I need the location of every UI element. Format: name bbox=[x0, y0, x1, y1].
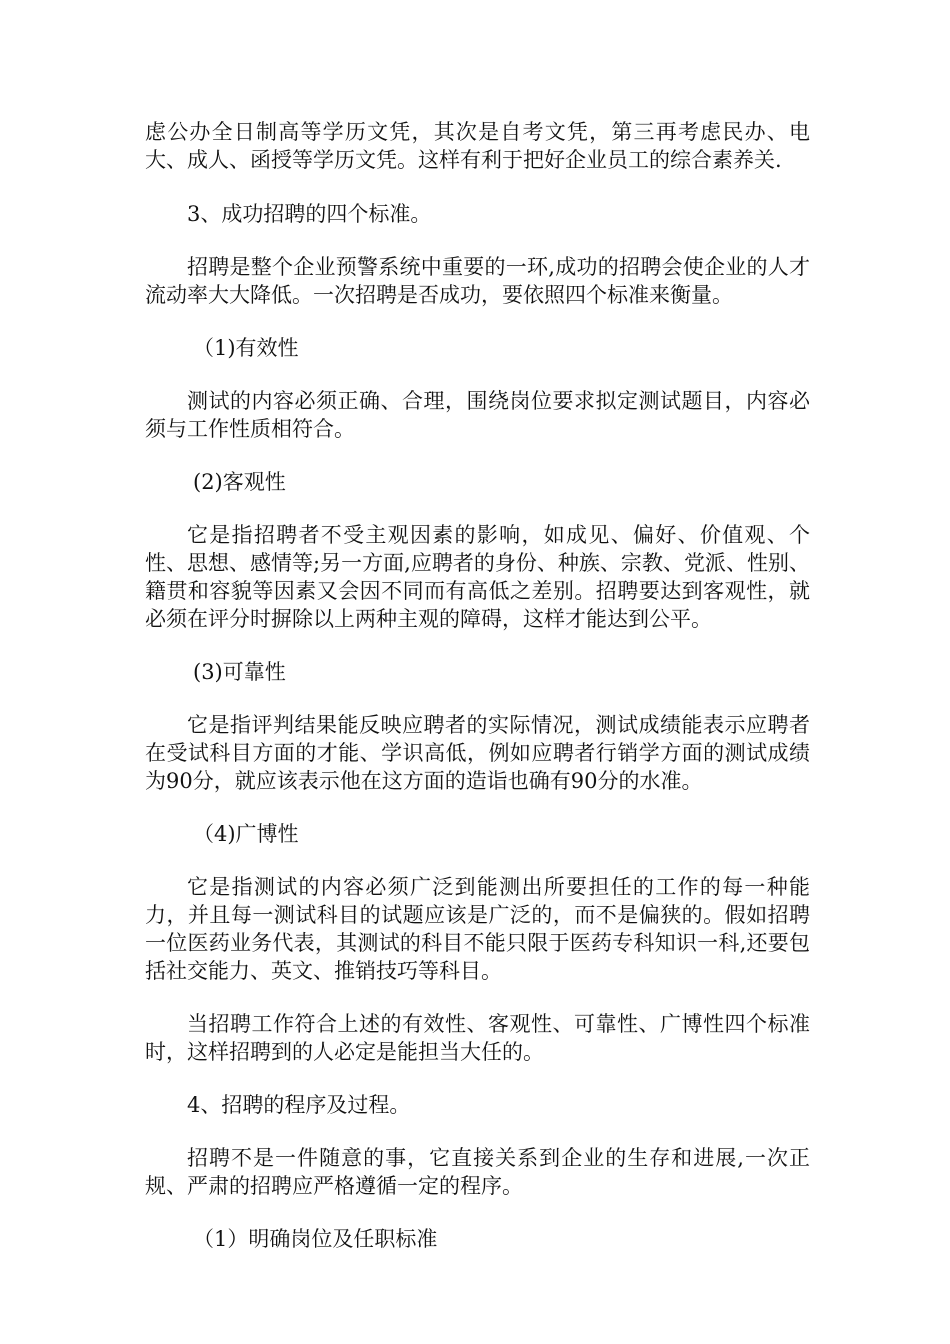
paragraph-objectivity: 它是指招聘者不受主观因素的影响，如成见、偏好、价值观、个性、思想、感情等;另一方面,应聘者的身份、种族、宗教、党派、性别、籍贯和容貌等因素又会因不同而有高低之差别。招聘要达到客观性，就必须在评分时摒除以上两种主观的障碍，这样才能达到公平。 bbox=[145, 523, 810, 631]
paragraph-procedure: 招聘不是一件随意的事，它直接关系到企业的生存和进展,一次正规、严肃的招聘应严格遵循一定的程序。 bbox=[145, 1146, 810, 1198]
section-heading-4: 4、招聘的程序及过程。 bbox=[187, 1093, 411, 1117]
subheading-objectivity: (2)客观性 bbox=[193, 470, 286, 494]
paragraph-continuation: 虑公办全日制高等学历文凭，其次是自考文凭，第三再考虑民办、电大、成人、函授等学历文凭。这样有利于把好企业员工的综合素养关. bbox=[145, 120, 810, 172]
subheading-breadth: （4)广博性 bbox=[193, 822, 299, 846]
document-body bbox=[145, 118, 810, 1253]
paragraph-summary: 当招聘工作符合上述的有效性、客观性、可靠性、广博性四个标准时，这样招聘到的人必定是能担当大任的。 bbox=[145, 1012, 810, 1064]
subheading-reliability: (3)可靠性 bbox=[193, 660, 286, 684]
paragraph-breadth: 它是指测试的内容必须广泛到能测出所要担任的工作的每一种能力，并且每一测试科目的试题应该是广泛的，而不是偏狭的。假如招聘一位医药业务代表，其测试的科目不能只限于医药专科知识一科,还要包括社交能力、英文、推销技巧等科目。 bbox=[145, 875, 810, 983]
paragraph-intro-standards: 招聘是整个企业预警系统中重要的一环,成功的招聘会使企业的人才流动率大大降低。一次招聘是否成功，要依照四个标准来衡量。 bbox=[145, 255, 810, 307]
section-heading-3: 3、成功招聘的四个标准。 bbox=[187, 202, 432, 226]
subheading-validity: （1)有效性 bbox=[193, 336, 299, 360]
paragraph-validity: 测试的内容必须正确、合理，围绕岗位要求拟定测试题目，内容必须与工作性质相符合。 bbox=[145, 389, 810, 441]
subheading-define-position: （1）明确岗位及任职标准 bbox=[193, 1227, 438, 1251]
paragraph-reliability: 它是指评判结果能反映应聘者的实际情况，测试成绩能表示应聘者在受试科目方面的才能、学识高低，例如应聘者行销学方面的测试成绩为90分，就应该表示他在这方面的造诣也确有90分的水准。 bbox=[145, 713, 810, 793]
